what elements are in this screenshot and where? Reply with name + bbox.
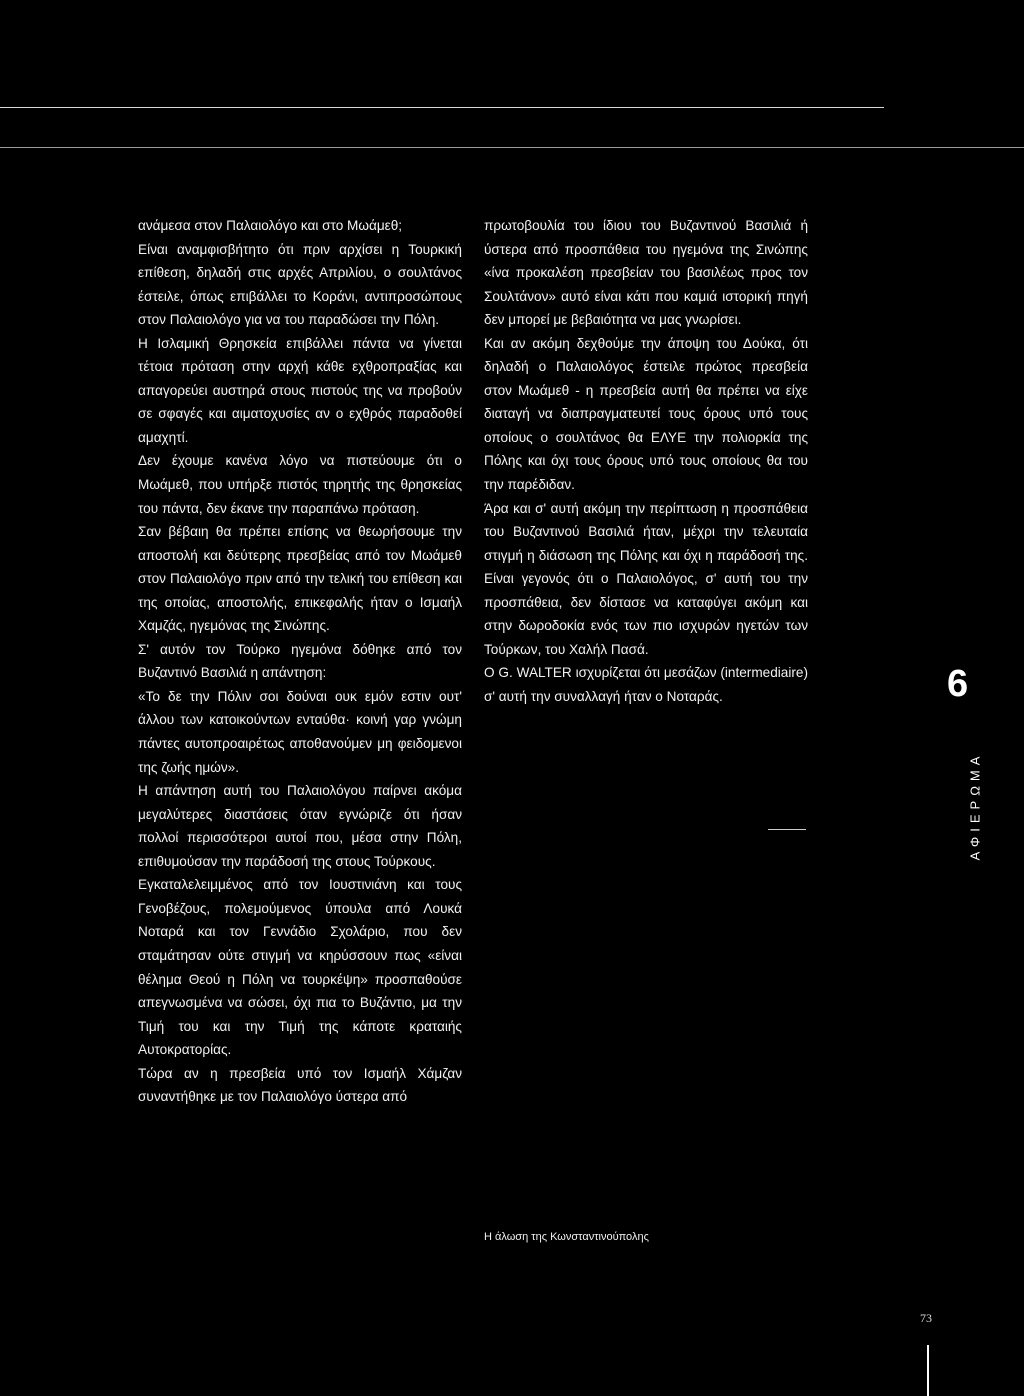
- paragraph: Σ' αυτόν τον Τούρκο ηγεμόνα δόθηκε από τον Βυζαντινό Βασιλιά η απάντηση:: [138, 641, 462, 681]
- paragraph: Η απάντηση αυτή του Παλαιολόγου παίρνει ακόμα μεγαλύτερες διαστάσεις όταν εγνώριζε ότι ήσαν πολλοί περισσότεροι αυτοί που, μέσα στην Πόλη, επιθυμούσαν την παράδοσή της στους Τούρκους.: [138, 783, 462, 869]
- right-column: [484, 214, 808, 708]
- end-of-text-rule: [768, 829, 806, 830]
- paragraph: Τώρα αν η πρεσβεία υπό τον Ισμαήλ Χάμζαν συναντήθηκε με τον Παλαιολόγο ύστερα από: [138, 1065, 462, 1105]
- page-number: 73: [920, 1311, 932, 1325]
- section-number: 6: [947, 663, 969, 705]
- left-column: [138, 214, 462, 1109]
- paragraph: Δεν έχουμε κανένα λόγο να πιστεύουμε ότι ο Μωάμεθ, που υπήρξε πιστός τηρητής της θρησκείας του πάντα, δεν έκανε την παραπάνω πρόταση.: [138, 453, 462, 516]
- paragraph: πρωτοβουλία του ίδιου του Βυζαντινού Βασιλιά ή ύστερα από προσπάθεια του ηγεμόνα της Σινώπης «ίνα προκαλέση πρεσβείαν του βασιλέως προς τον Σουλτάνον» αυτό είναι κάτι που καμιά ιστορική πηγή δεν μπορεί με βεβαιότητα να μας γνωρίσει.: [484, 218, 808, 328]
- section-label: ΑΦΙΕΡΩΜΑ: [967, 751, 983, 861]
- paragraph: Ο G. WALTER ισχυρίζεται ότι μεσάζων (intermediaire) σ' αυτή την συναλλαγή ήταν ο Νοταράς.: [484, 665, 808, 704]
- paragraph: ανάμεσα στον Παλαιολόγο και στο Μωάμεθ;: [138, 218, 403, 233]
- paragraph: Εγκαταλελειμμένος από τον Ιουστινιάνη και τους Γενοβέζους, πολεμούμενος ύπουλα από Λουκά Νοταρά και τον Γεννάδιο Σχολάριο, που δεν σταμάτησαν ούτε στιγμή να κηρύσσουν πως «είναι θέλημα Θεού η Πόλη να τουρκέψη» προσπαθούσε απεγνωσμένα να σώσει, όχι πια το Βυζάντιο, μα την Τιμή του και την Τιμή της κάποτε κραταιής Αυτοκρατορίας.: [138, 877, 462, 1058]
- paragraph: Σαν βέβαιη θα πρέπει επίσης να θεωρήσουμε την αποστολή και δεύτερης πρεσβείας από τον Μωάμεθ στον Παλαιολόγο πριν από την τελική του επίθεση και της οποίας, αποστολής, επικεφαλής ήταν ο Ισμαήλ Χαμζάς, ηγεμόνας της Σινώπης.: [138, 524, 462, 634]
- top-rule-secondary: [0, 147, 1024, 148]
- paragraph: Και αν ακόμη δεχθούμε την άποψη του Δούκα, ότι δηλαδή ο Παλαιολόγος έστειλε πρώτος πρεσβεία στον Μωάμεθ - η πρεσβεία αυτή θα πρέπει να είχε διαταγή να διαπραγματευτεί τους όρους υπό τους οποίους ο σουλτάνος θα ΕΛΥΕ την πολιορκία της Πόλης και όχι τους όρους υπό τους οποίους θα του την παρέδιδαν.: [484, 335, 808, 493]
- page-marker-bar: [927, 1345, 929, 1396]
- paragraph: Είναι αναμφισβήτητο ότι πριν αρχίσει η Τουρκική επίθεση, δηλαδή στις αρχές Απριλίου, ο σουλτάνος έστειλε, όπως επιβάλλει το Κοράνι, αντιπροσώπους στον Παλαιολόγο για να του παραδώσει την Πόλη.: [138, 241, 462, 328]
- quote-paragraph: «Το δε την Πόλιν σοι δούναι ουκ εμόν εστιν ουτ' άλλου των κατοικούντων ενταύθα· κοινή γαρ γνώμη πάντες αυτοπροαιρέτως αποθανούμεν μη φειδομενοι της ζωής ημών».: [138, 688, 462, 775]
- image-caption: Η άλωση της Κωνσταντινούπολης: [484, 1231, 649, 1243]
- top-rule: [0, 107, 884, 108]
- paragraph: Η Ισλαμική Θρησκεία επιβάλλει πάντα να γίνεται τέτοια πρόταση στην αρχή κάθε εχθροπραξίας και απαγορεύει αυστηρά στους πιστούς της να προβούν σε σφαγές και αιματοχυσίες αν ο εχθρός παραδοθεί αμαχητί.: [138, 335, 462, 445]
- paragraph: Άρα και σ' αυτή ακόμη την περίπτωση η προσπάθεια του Βυζαντινού Βασιλιά ήταν, μέχρι την τελευταία στιγμή η διάσωση της Πόλης και όχι η παράδοσή της. Είναι γεγονός ότι ο Παλαιολόγος, σ' αυτή του την προσπάθεια, δεν δίστασε να καταφύγει ακόμη και στην δωροδοκία ενός των πιο ισχυρών ηγετών των Τούρκων, του Χαλήλ Πασά.: [484, 500, 808, 657]
